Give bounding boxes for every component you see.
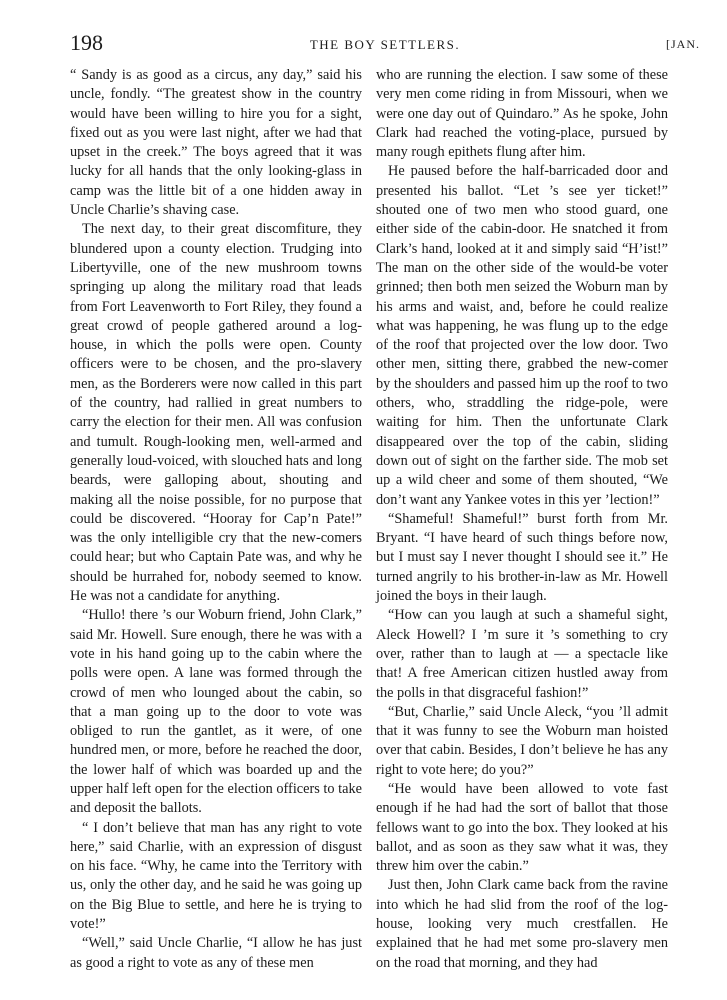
issue-month: [JAN. [666, 37, 700, 51]
right-column-paragraph: Just then, John Clark came back from the ravine into which he had slid from the roof of the log-house, looking very much crestfallen. He explained that he had met some pro-slavery men on the road that morning, and they had [376, 877, 668, 971]
left-column-paragraph: “Well,” said Uncle Charlie, “I allow he has just as good a right to vote as any of these men [70, 935, 362, 971]
left-text-column [70, 66, 362, 973]
left-column-paragraph: “ Sandy is as good as a circus, any day,” said his uncle, fondly. “The greatest show in the country would have been willing to hire you for a sight, fixed out as you were last night, after we had that upset in the creek.” The boys agreed that it was lucky for all hands that the only looking-glass in camp was the little bit of a one hidden away in Uncle Charlie’s shaving case. [70, 67, 362, 219]
right-column-paragraph: “He would have been allowed to vote fast enough if he had had the sort of ballot that those fellows want to go into the box. They looked at his ballot, and as soon as they saw what it was, they threw him over the cabin.” [376, 780, 668, 875]
right-column-paragraph: “But, Charlie,” said Uncle Aleck, “you ’ll admit that it was funny to see the Woburn man hoisted over that cabin. Besides, I don’t believe he has any right to vote here; do you?” [376, 703, 668, 778]
running-title: THE BOY SETTLERS. [309, 37, 461, 52]
page-number: 198 [70, 30, 103, 55]
left-column-paragraph: “ I don’t believe that man has any right to vote here,” said Charlie, with an expression of disgust on his face. “Why, he came into the Territory with us, only the other day, and he said he was going up on the Big Blue to settle, and here he is trying to vote!” [70, 819, 362, 933]
right-text-column [376, 66, 668, 973]
left-column-paragraph: “Hullo! there ’s our Woburn friend, John Clark,” said Mr. Howell. Sure enough, there he was with a vote in his hand going up to the cabin where the polls were open. A lane was formed through the crowd of men who lounged about the cabin, so that a man going up to the door to vote was obliged to run the gantlet, as it were, of one hundred men, or more, before he reached the door, the lower half of which was boarded up and the upper half left open for the election officers to take and deposit the ballots. [70, 607, 362, 817]
right-column-paragraph: “How can you laugh at such a shameful sight, Aleck Howell? I ’m sure it ’s something to cry over, rather than to laugh at — a spectacle like that! A free American citizen hustled away from the polls in that disgraceful fashion!” [376, 607, 668, 701]
right-column-paragraph: who are running the election. I saw some of these very men come riding in from Missouri, when we were one day out of Quindaro.” As he spoke, John Clark had reached the voting-place, pursued by many rough epithets flung after him. [376, 67, 668, 161]
running-header [70, 30, 700, 60]
left-column-paragraph: The next day, to their great discomfiture, they blundered upon a county election. Trudging into Libertyville, one of the new mushroom towns springing up along the military road that leads from Fort Leavenworth to Fort Riley, they found a great crowd of people gathered around a log-house, in which the polls were open. County officers were to be chosen, and the pro-slavery men, as the Borderers were now called in this part of the country, had rallied in great numbers to carry the election for their men. All was confusion and tumult. Rough-looking men, well-armed and generally loud-voiced, with slouched hats and long beards, were galloping about, shouting and making all the noise possible, for no purpose that could be discovered. “Hooray for Cap’n Pate!” was the only intelligible cry that the new-comers could hear; but who Captain Pate was, and why he should be hurrahed for, nobody seemed to know. He was not a candidate for anything. [70, 221, 362, 605]
right-column-paragraph: He paused before the half-barricaded door and presented his ballot. “Let ’s see yer ticket!” shouted one of two men who stood guard, one either side of the cabin-door. He snatched it from Clark’s hand, looked at it and simply said “H’ist!” The man on the other side of the would-be voter grinned; then both men seized the Woburn man by his arms and waist, and, before he could realize what was happening, he was flung up to the edge of the roof that projected over the low door. Two other men, sitting there, grabbed the new-comer by the shoulders and passed him up the roof to two others, who, straddling the ridge-pole, were waiting for him. Then the unfortunate Clark disappeared over the top of the cabin, sliding down out of sight on the farther side. The mob set up a wild cheer and some of them shouted, “We don’t want any Yankee votes in this yer ’lection!” [376, 163, 668, 508]
right-column-paragraph: “Shameful! Shameful!” burst forth from Mr. Bryant. “I have heard of such things before now, but I must say I never thought I should see it.” He turned angrily to his brother-in-law as Mr. Howell joined the boys in their laugh. [376, 510, 668, 605]
